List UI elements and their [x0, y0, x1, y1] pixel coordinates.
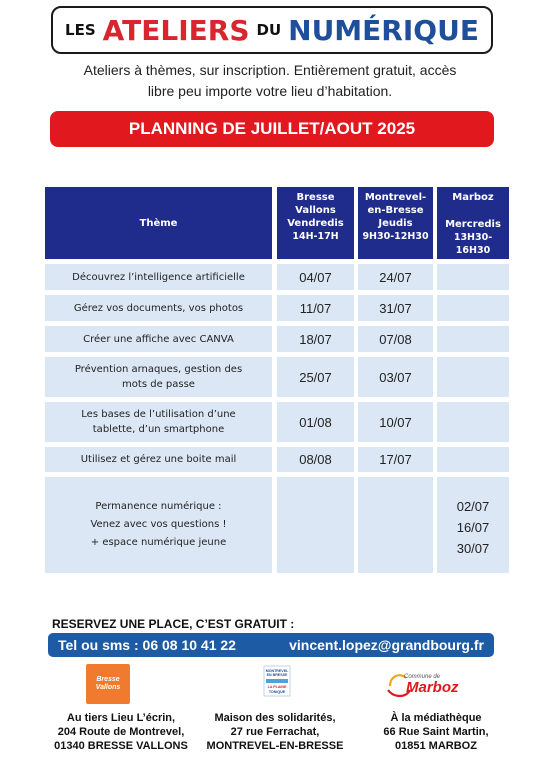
permanence-line: Permanence numérique : [95, 501, 222, 512]
theme-text: tablette, d’un smartphone [92, 424, 225, 435]
table-row-theme [45, 357, 272, 397]
table-row-theme [45, 295, 272, 321]
address-line: À la médiathèque [390, 712, 482, 724]
address-line: 01340 BRESSE VALLONS [54, 740, 188, 752]
date-cell: 25/07 [277, 357, 354, 397]
address-bresse-vallons [46, 711, 196, 753]
title-du: DU [256, 21, 282, 39]
col-place-line: Bresse [296, 192, 335, 203]
col-time: 14H-17H [292, 231, 339, 242]
planning-title: PLANNING DE JUILLET/AOUT 2025 [128, 119, 416, 138]
col-time: 13H30-16H30 [453, 232, 493, 256]
subtitle-line-1: Ateliers à thèmes, sur inscription. Entièrement gratuit, accès [83, 62, 457, 78]
date-cell [437, 264, 509, 290]
phone-contact[interactable]: Tel ou sms : 06 08 10 41 22 [58, 637, 236, 653]
col-place-line: Marboz [452, 192, 494, 203]
svg-text:TONIQUE: TONIQUE [268, 690, 286, 694]
theme-text: mots de passe [122, 379, 195, 390]
theme-text: Les bases de l’utilisation d’une [81, 409, 236, 420]
title-les: LES [65, 21, 96, 39]
theme-text: Découvrez l’intelligence artificielle [72, 271, 245, 283]
svg-text:EN BRESSE: EN BRESSE [266, 673, 288, 677]
montrevel-logo [262, 664, 292, 700]
col-day: Jeudis [378, 218, 413, 229]
permanence-date: 30/07 [456, 540, 490, 556]
permanence-line: Venez avec vos questions ! [90, 519, 227, 530]
address-montrevel [200, 711, 350, 753]
date-cell [437, 402, 509, 442]
subtitle-line-2: libre peu importe votre lieu d’habitation. [147, 83, 393, 99]
date-cell: 03/07 [358, 357, 433, 397]
planning-banner [50, 111, 494, 147]
date-cell [437, 326, 509, 352]
title-numerique: NUMÉRIQUE [288, 13, 479, 47]
col-place-line: Vallons [295, 205, 336, 216]
date-cell [437, 447, 509, 472]
svg-text:LA PLAINE: LA PLAINE [267, 685, 287, 689]
theme-text: Gérez vos documents, vos photos [73, 302, 244, 314]
address-line: 204 Route de Montrevel, [57, 726, 185, 738]
svg-text:Marboz: Marboz [406, 679, 459, 696]
col-day: Mercredis [445, 219, 501, 230]
theme-text: Utilisez et gérez une boite mail [80, 454, 237, 465]
address-line: 66 Rue Saint Martin, [383, 726, 489, 738]
table-row-theme [45, 402, 272, 442]
col-time: 9H30-12H30 [362, 231, 429, 242]
address-line: MONTREVEL-EN-BRESSE [206, 740, 344, 752]
col-place-line: Montrevel- [364, 192, 427, 203]
bresse-vallons-logo [86, 664, 130, 704]
date-cell [437, 357, 509, 397]
title-ateliers: ATELIERS [102, 13, 250, 47]
reserve-heading: RESERVEZ UNE PLACE, C’EST GRATUIT : [52, 617, 295, 631]
address-line: Au tiers Lieu L’écrin, [66, 712, 176, 724]
contact-bar [48, 633, 494, 657]
table-row-theme [45, 447, 272, 472]
subtitle [40, 60, 500, 102]
column-header-montrevel [358, 187, 433, 259]
address-marboz [366, 711, 506, 753]
table-row-theme [45, 264, 272, 290]
marboz-logo [384, 668, 480, 702]
permanence-date: 16/07 [456, 519, 490, 535]
date-cell: 08/08 [277, 447, 354, 472]
permanence-dates [437, 477, 509, 573]
date-cell: 31/07 [358, 295, 433, 321]
permanence-line: + espace numérique jeune [90, 537, 227, 548]
address-line: 01851 MARBOZ [395, 740, 477, 752]
address-line: 27 rue Ferrachat, [230, 726, 320, 738]
date-cell [437, 295, 509, 321]
theme-header-label: Thème [139, 217, 178, 229]
date-cell: 18/07 [277, 326, 354, 352]
date-cell: 07/08 [358, 326, 433, 352]
theme-text: Prévention arnaques, gestion des [74, 364, 243, 375]
date-cell-empty [277, 477, 354, 573]
date-cell: 11/07 [277, 295, 354, 321]
date-cell-empty [358, 477, 433, 573]
column-header-bresse-vallons [277, 187, 354, 259]
col-place-line: en-Bresse [367, 205, 424, 216]
col-day: Vendredis [287, 218, 344, 229]
svg-text:Commune de: Commune de [404, 674, 441, 680]
permanence-date: 02/07 [456, 498, 490, 514]
address-line: Maison des solidarités, [214, 712, 336, 724]
theme-header [45, 187, 272, 259]
permanence-theme [45, 477, 272, 573]
bresse-vallons-logo-text: Bresse Vallons [95, 676, 121, 691]
title-box [51, 6, 493, 54]
date-cell: 10/07 [358, 402, 433, 442]
date-cell: 24/07 [358, 264, 433, 290]
date-cell: 17/07 [358, 447, 433, 472]
date-cell: 01/08 [277, 402, 354, 442]
theme-text: Créer une affiche avec CANVA [83, 333, 234, 345]
column-header-marboz [437, 187, 509, 259]
table-row-theme [45, 326, 272, 352]
email-contact[interactable]: vincent.lopez@grandbourg.fr [289, 637, 484, 653]
svg-text:MONTREVEL: MONTREVEL [265, 669, 289, 673]
date-cell: 04/07 [277, 264, 354, 290]
